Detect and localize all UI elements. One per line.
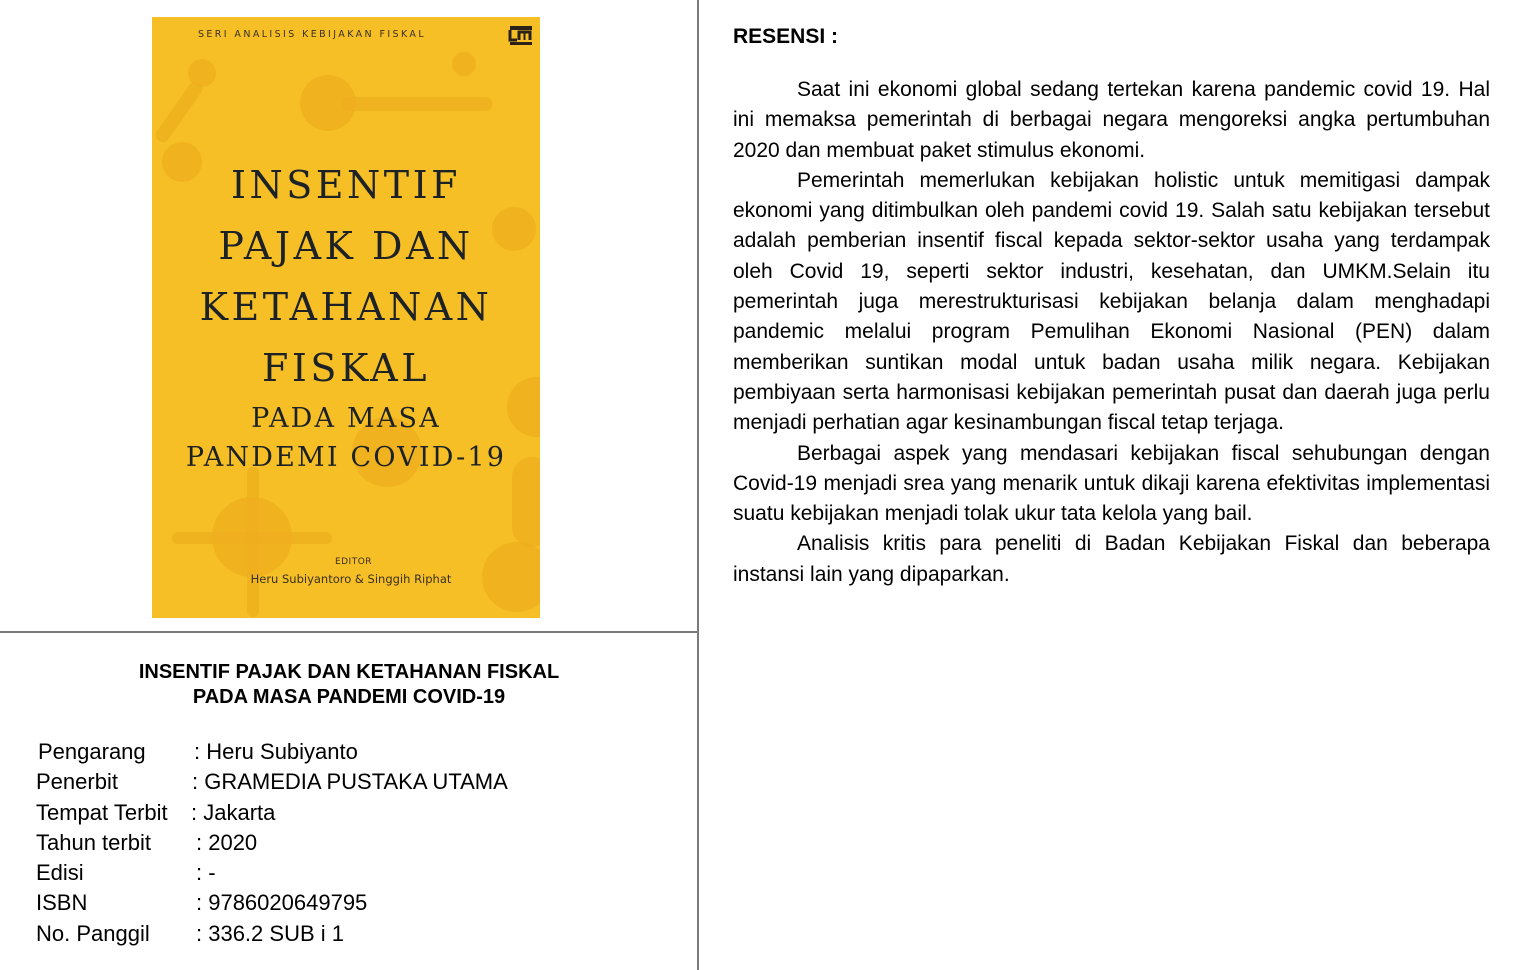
virus-shape-decoration <box>247 467 259 617</box>
review-paragraph: Analisis kritis para peneliti di Badan Kebijakan Fiskal dan beberapa instansi lain yang dipaparkan. <box>733 532 1490 586</box>
metadata-label: No. Panggil <box>36 920 150 946</box>
review-paragraph: Saat ini ekonomi global sedang tertekan karena pandemic covid 19. Hal ini memaksa pemerintah di berbagai negara mengoreksi angka pertumbuhan 2020 dan membuat paket stimulus ekonomi. <box>733 78 1490 162</box>
review-paragraph: Pemerintah memerlukan kebijakan holistic untuk memitigasi dampak ekonomi yang ditimbulkan oleh pandemi covid 19. Salah satu kebijakan tersebut adalah pemberian insentif fiscal kepada sektor-sektor usaha yang terdampak oleh Covid 19, seperti sektor industri, kesehatan, dan UMKM.Selain itu pemerintah juga merestrukturisasi kebijakan belanja dalam menghadapi pandemic melalui program Pemulihan Ekonomi Nasional (PEN) dalam memberikan suntikan modal untuk badan usaha milik negara. Kebijakan pembiyaan serta harmonisasi kebijakan pemerintah pusat dan daerah juga perlu menjadi perhatian agar kesinambungan fiscal tetap terjaga. <box>733 168 1490 435</box>
metadata-value: : 2020 <box>196 829 258 855</box>
cover-series-label: SERI ANALISIS KEBIJAKAN FISKAL <box>197 29 427 40</box>
review-heading: RESENSI : <box>733 25 839 48</box>
book-title <box>0 660 698 710</box>
book-title-line-2: PADA MASA PANDEMI COVID-19 <box>192 686 506 708</box>
horizontal-divider <box>0 631 698 633</box>
book-title-line-1: INSENTIF PAJAK DAN KETAHANAN FISKAL <box>138 661 560 683</box>
cover-title-line: INSENTIF <box>230 163 461 207</box>
metadata-value: : Heru Subiyanto <box>194 739 358 764</box>
book-info-panel <box>0 0 698 970</box>
review-panel <box>733 22 1490 590</box>
vertical-divider <box>697 0 699 970</box>
cover-editors: Heru Subiyantoro & Singgih Riphat <box>250 572 452 586</box>
metadata-label: Tempat Terbit <box>36 799 168 825</box>
metadata-label: Penerbit <box>36 769 118 795</box>
cover-editor-label: EDITOR <box>334 557 373 567</box>
metadata-value: : 9786020649795 <box>196 890 368 916</box>
metadata-value: : GRAMEDIA PUSTAKA UTAMA <box>192 769 508 795</box>
metadata-value: : - <box>196 860 216 886</box>
cover-title-line: PAJAK DAN <box>218 224 474 268</box>
virus-shape-decoration <box>153 79 205 144</box>
metadata-label: Pengarang <box>38 739 146 764</box>
metadata-value: : 336.2 SUB i 1 <box>196 920 344 946</box>
cover-title <box>152 155 540 477</box>
review-paragraph: Berbagai aspek yang mendasari kebijakan fiscal sehubungan dengan Covid-19 menjadi srea yang menarik untuk dikaji karena efektivitas implementasi suatu kebijakan menjadi tolak ukur tata kelola yang bail. <box>733 441 1490 526</box>
virus-shape-decoration <box>452 52 476 76</box>
cover-title-line: FISKAL <box>262 346 430 390</box>
book-cover-image <box>152 17 540 618</box>
metadata-value: : Jakarta <box>191 799 276 825</box>
cover-title-line: KETAHANAN <box>199 285 493 329</box>
metadata-label: Tahun terbit <box>36 829 151 855</box>
cover-subtitle-line: PADA MASA <box>251 403 441 434</box>
gramedia-logo-icon <box>508 25 534 47</box>
cover-subtitle-line: PANDEMI COVID-19 <box>185 442 507 473</box>
metadata-label: ISBN <box>36 890 88 916</box>
metadata-label: Edisi <box>36 860 84 886</box>
virus-shape-decoration <box>342 97 492 111</box>
